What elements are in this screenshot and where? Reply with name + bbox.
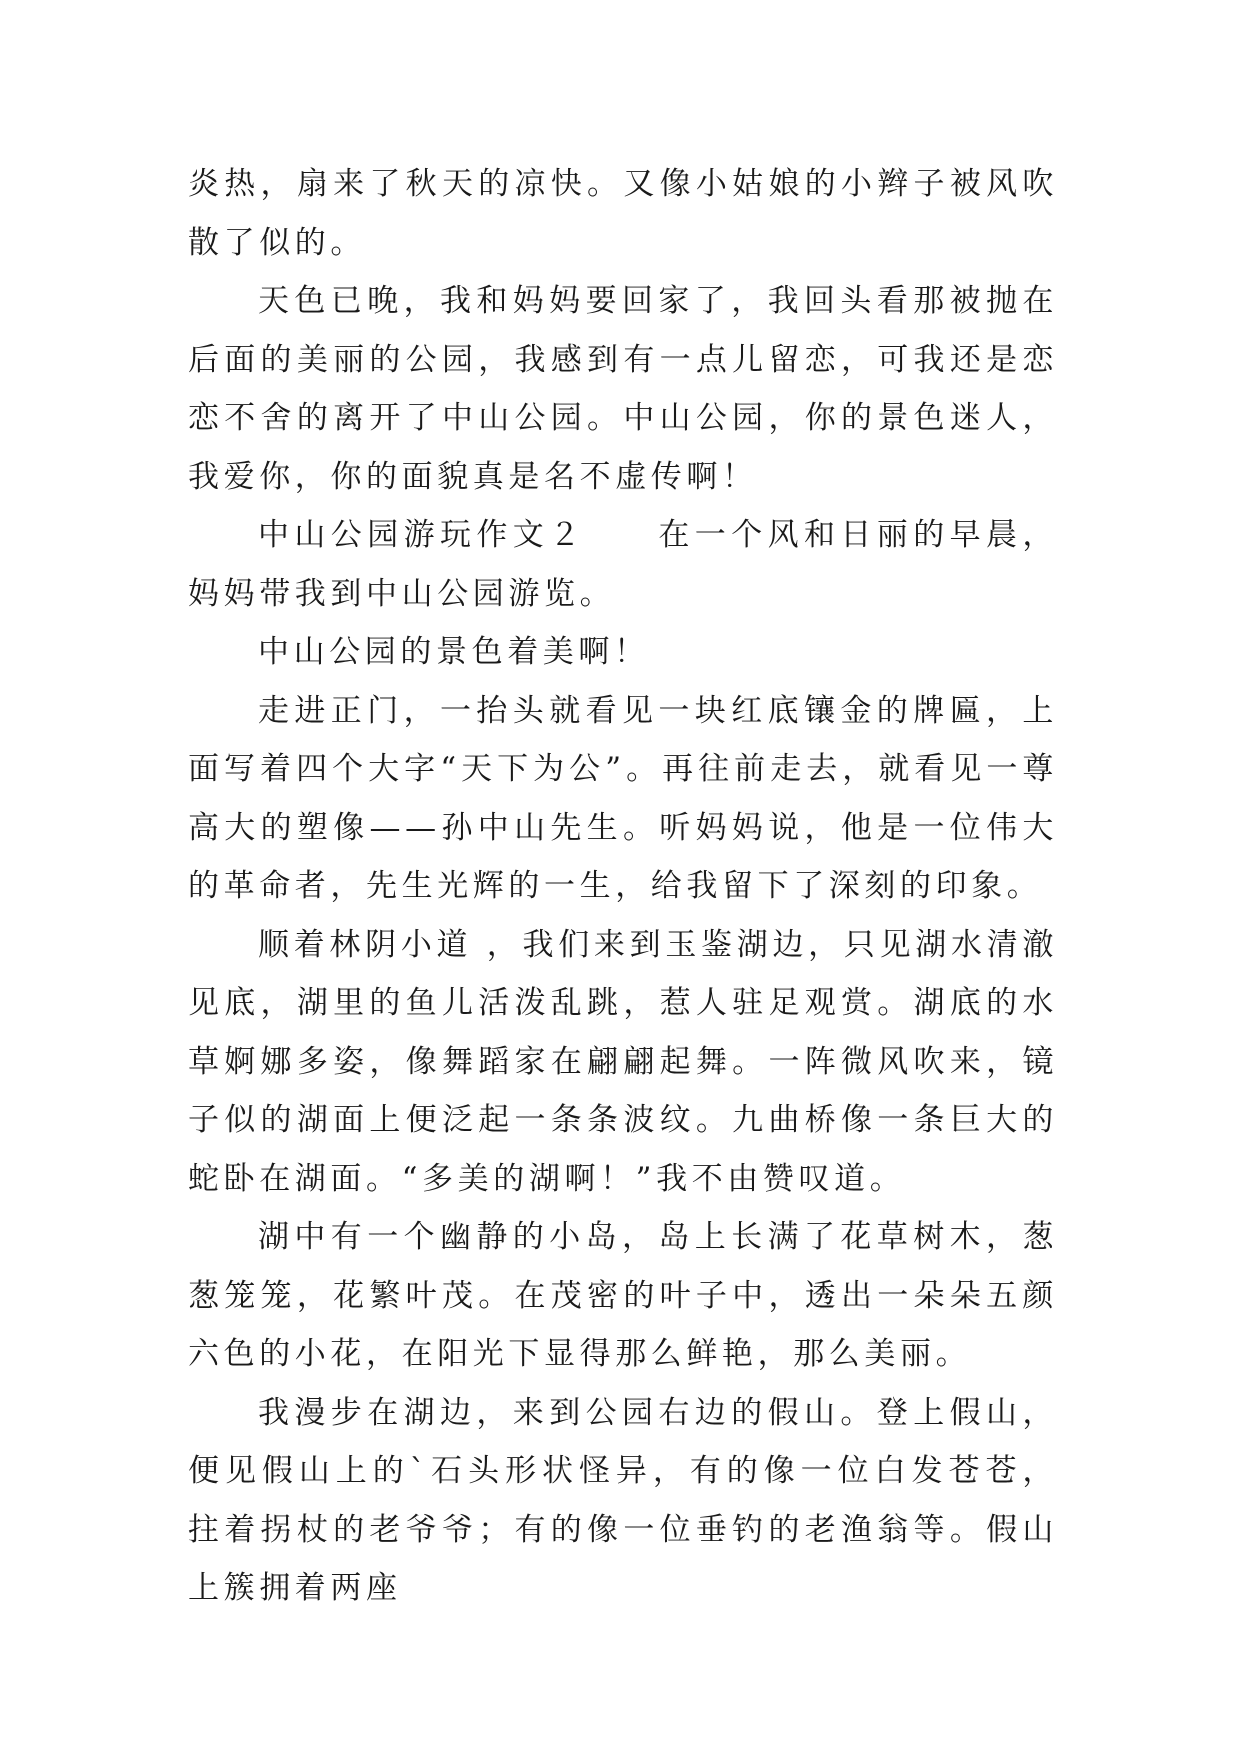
document-page (188, 155, 1058, 1618)
paragraph-scenery: 中山公园的景色着美啊！ (258, 634, 650, 670)
paragraph-lake: 顺着林阴小道 ，我们来到玉鉴湖边，只见湖水清澈见底，湖里的鱼儿活泼乱跳，惹人驻足观赏。湖底的水草婀娜多姿，像舞蹈家在翩翩起舞。一阵微风吹来，镜子似的湖面上便泛起一条条波纹。九曲桥像一条巨大的蛇卧在湖面。“多美的湖啊！”我不由赞叹道。 (188, 926, 1058, 1197)
paragraph-continuation: 炎热，扇来了秋天的凉快。又像小姑娘的小辫子被风吹散了似的。 (188, 166, 1058, 261)
paragraph-rockery: 我漫步在湖边，来到公园右边的假山。登上假山，便见假山上的`石头形状怪异，有的像一位白发苍苍，拄着拐杖的老爷爷；有的像一位垂钓的老渔翁等。假山上簇拥着两座 (188, 1394, 1058, 1606)
paragraph-leaving-park: 天色已晚，我和妈妈要回家了，我回头看那被抛在后面的美丽的公园，我感到有一点儿留恋，可我还是恋恋不舍的离开了中山公园。中山公园，你的景色迷人，我爱你，你的面貌真是名不虚传啊！ (188, 283, 1058, 495)
paragraph-island: 湖中有一个幽静的小岛，岛上长满了花草树木，葱葱笼笼，花繁叶茂。在茂密的叶子中，透出一朵朵五颜六色的小花，在阳光下显得那么鲜艳，那么美丽。 (188, 1219, 1058, 1372)
paragraph-essay-2-intro: 中山公园游玩作文２ 在一个风和日丽的早晨，妈妈带我到中山公园游览。 (188, 517, 1058, 612)
paragraph-main-gate: 走进正门，一抬头就看见一块红底镶金的牌匾，上面写着四个大字“天下为公”。再往前走去，就看见一尊高大的塑像——孙中山先生。听妈妈说，他是一位伟大的革命者，先生光辉的一生，给我留下了深刻的印象。 (188, 692, 1058, 904)
